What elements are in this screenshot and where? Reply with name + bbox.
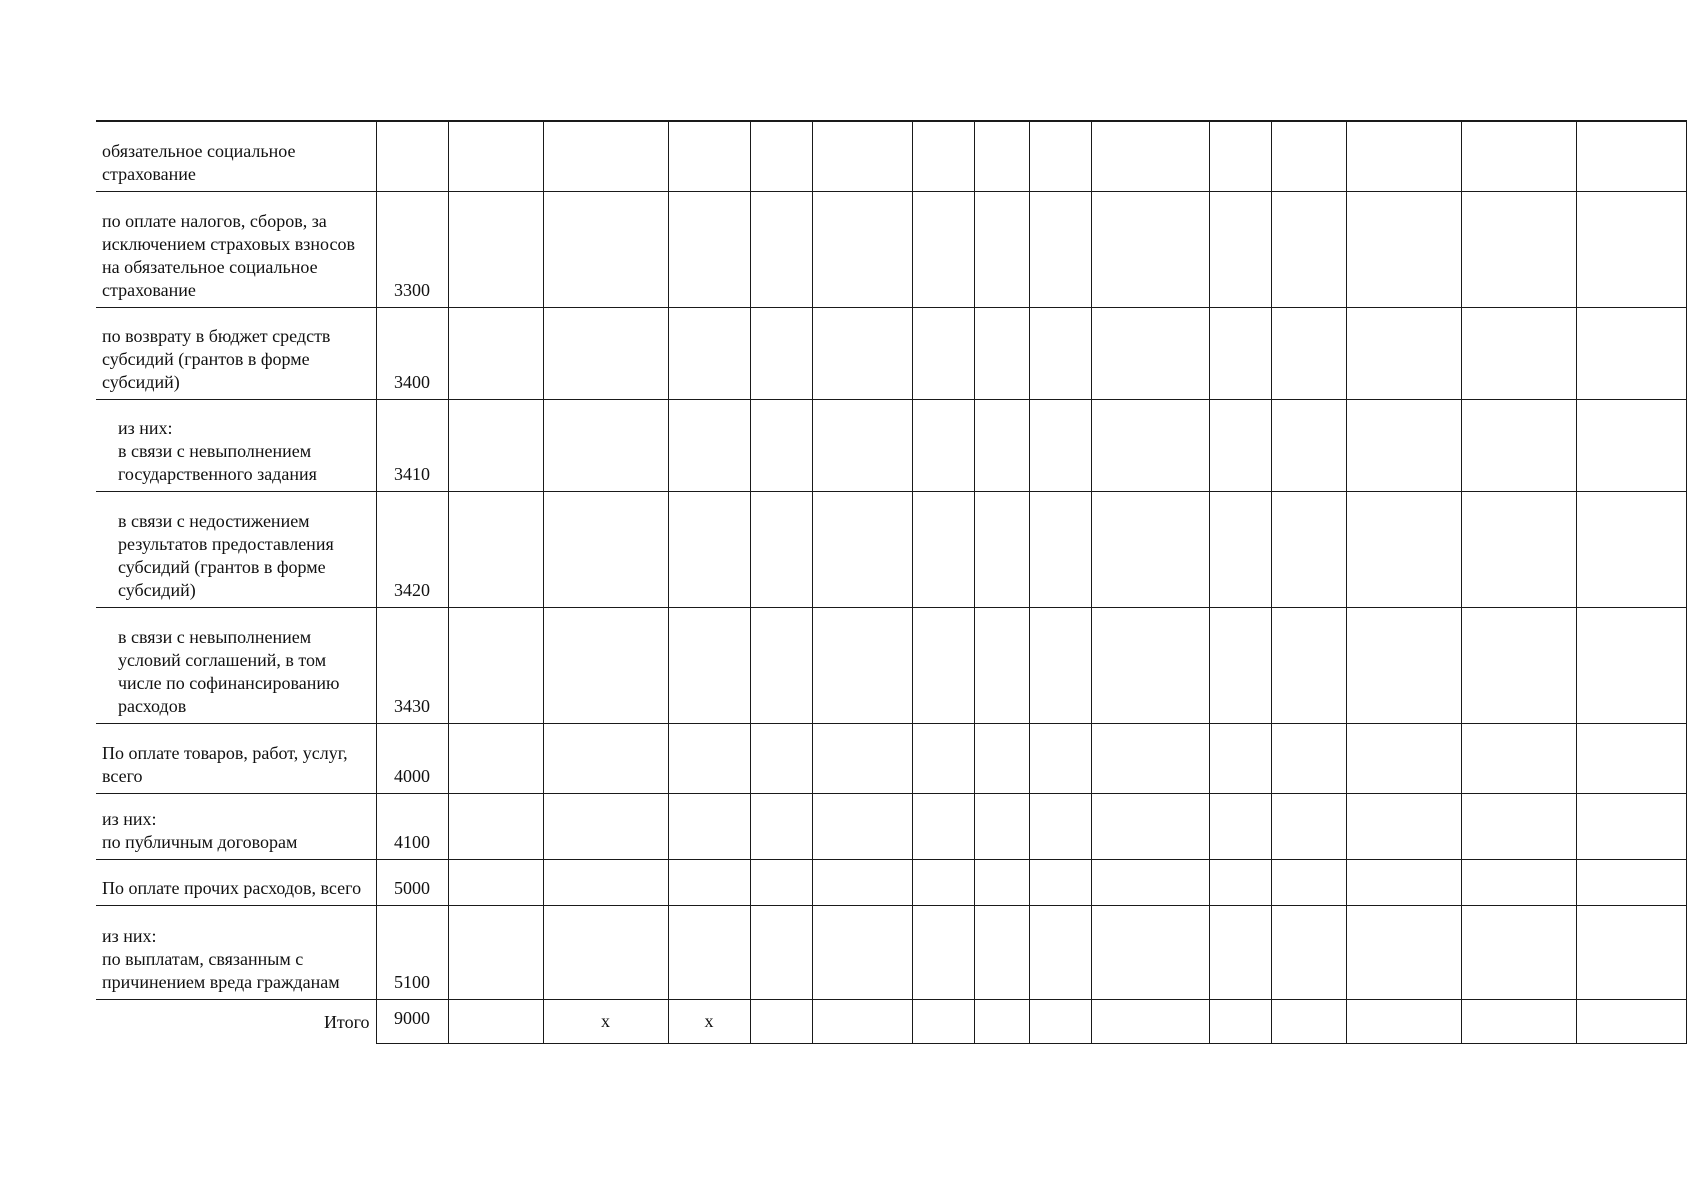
value-cell[interactable] <box>750 191 812 307</box>
value-cell[interactable] <box>750 607 812 723</box>
value-cell[interactable] <box>974 793 1029 859</box>
value-cell[interactable] <box>750 793 812 859</box>
total-value-cell[interactable] <box>1461 999 1576 1043</box>
value-cell[interactable] <box>1346 491 1461 607</box>
row-label-line: числе по софинансированию <box>118 672 340 693</box>
row-label-line: результатов предоставления <box>118 533 334 554</box>
value-cell[interactable] <box>1461 121 1576 191</box>
value-cell[interactable] <box>1461 491 1576 607</box>
value-cell[interactable] <box>448 793 543 859</box>
value-cell[interactable] <box>543 607 668 723</box>
value-cell[interactable] <box>1576 491 1686 607</box>
value-cell[interactable] <box>912 905 974 999</box>
row-label <box>96 491 376 607</box>
value-cell[interactable] <box>1029 121 1091 191</box>
total-value-cell[interactable] <box>812 999 912 1043</box>
row-label-line: расходов <box>118 695 187 716</box>
value-cell[interactable] <box>1576 121 1686 191</box>
row-label-line: по выплатам, связанным с <box>102 948 304 969</box>
value-cell[interactable] <box>1271 607 1346 723</box>
value-cell[interactable] <box>1209 191 1271 307</box>
value-cell[interactable] <box>1029 491 1091 607</box>
value-cell[interactable] <box>448 859 543 905</box>
value-cell[interactable] <box>448 723 543 793</box>
row-label-line: из них: <box>102 925 157 946</box>
value-cell[interactable] <box>1576 859 1686 905</box>
value-cell[interactable] <box>974 307 1029 399</box>
total-value-cell[interactable] <box>750 999 812 1043</box>
value-cell[interactable] <box>750 399 812 491</box>
value-cell[interactable] <box>1091 191 1209 307</box>
total-value-cell[interactable]: x <box>668 999 750 1043</box>
row-label <box>96 307 376 399</box>
value-cell[interactable] <box>543 191 668 307</box>
value-cell[interactable] <box>1029 723 1091 793</box>
row-label-line: обязательное социальное <box>102 140 296 161</box>
value-cell[interactable] <box>1576 607 1686 723</box>
value-cell[interactable] <box>1029 399 1091 491</box>
table-row <box>96 905 1686 999</box>
value-cell[interactable] <box>1461 723 1576 793</box>
row-label <box>96 191 376 307</box>
total-value-cell[interactable] <box>1346 999 1461 1043</box>
value-cell[interactable] <box>812 859 912 905</box>
row-code: 3300 <box>376 191 448 307</box>
value-cell[interactable] <box>1346 723 1461 793</box>
table-row <box>96 307 1686 399</box>
value-cell[interactable] <box>1271 723 1346 793</box>
value-cell[interactable] <box>543 859 668 905</box>
row-label-line: в связи с недостижением <box>118 510 310 531</box>
value-cell[interactable] <box>912 191 974 307</box>
row-label-line: по возврату в бюджет средств <box>102 325 331 346</box>
value-cell[interactable] <box>912 399 974 491</box>
value-cell[interactable] <box>812 723 912 793</box>
value-cell[interactable] <box>448 491 543 607</box>
value-cell[interactable] <box>668 191 750 307</box>
row-label-line: субсидий) <box>102 371 180 392</box>
row-label <box>96 793 376 859</box>
value-cell[interactable] <box>1091 905 1209 999</box>
value-cell[interactable] <box>543 399 668 491</box>
value-cell[interactable] <box>1346 307 1461 399</box>
row-label-line: субсидий) <box>118 579 196 600</box>
value-cell[interactable] <box>1209 723 1271 793</box>
total-label: Итого <box>96 999 376 1043</box>
value-cell[interactable] <box>1029 859 1091 905</box>
value-cell[interactable] <box>1461 607 1576 723</box>
value-cell[interactable] <box>1091 399 1209 491</box>
total-value-cell[interactable] <box>1091 999 1209 1043</box>
value-cell[interactable] <box>1346 607 1461 723</box>
total-code: 9000 <box>376 999 448 1043</box>
value-cell[interactable] <box>1576 191 1686 307</box>
total-row <box>96 999 1686 1043</box>
table-row <box>96 723 1686 793</box>
row-label-line: субсидий (грантов в форме <box>118 556 326 577</box>
value-cell[interactable] <box>1576 723 1686 793</box>
row-code: 5000 <box>376 859 448 905</box>
value-cell[interactable] <box>448 399 543 491</box>
value-cell[interactable] <box>1576 793 1686 859</box>
value-cell[interactable] <box>1209 905 1271 999</box>
value-cell[interactable] <box>812 191 912 307</box>
value-cell[interactable] <box>668 723 750 793</box>
value-cell[interactable] <box>543 491 668 607</box>
value-cell[interactable] <box>812 399 912 491</box>
value-cell[interactable] <box>1271 905 1346 999</box>
row-code: 5100 <box>376 905 448 999</box>
value-cell[interactable] <box>1091 859 1209 905</box>
value-cell[interactable] <box>1461 859 1576 905</box>
total-value-cell[interactable]: x <box>543 999 668 1043</box>
value-cell[interactable] <box>1209 491 1271 607</box>
value-cell[interactable] <box>1461 191 1576 307</box>
value-cell[interactable] <box>1091 723 1209 793</box>
value-cell[interactable] <box>543 307 668 399</box>
value-cell[interactable] <box>1271 191 1346 307</box>
value-cell[interactable] <box>1209 307 1271 399</box>
row-label-line: страхование <box>102 279 196 300</box>
row-label <box>96 121 376 191</box>
total-value-cell[interactable] <box>1576 999 1686 1043</box>
row-label-line: причинением вреда гражданам <box>102 971 340 992</box>
table-row <box>96 191 1686 307</box>
total-value-cell[interactable] <box>1029 999 1091 1043</box>
total-value-cell[interactable] <box>1271 999 1346 1043</box>
value-cell[interactable] <box>1029 307 1091 399</box>
row-code: 3430 <box>376 607 448 723</box>
value-cell[interactable] <box>448 121 543 191</box>
value-cell[interactable] <box>448 607 543 723</box>
value-cell[interactable] <box>1029 607 1091 723</box>
value-cell[interactable] <box>974 121 1029 191</box>
value-cell[interactable] <box>912 121 974 191</box>
row-label-line: По оплате прочих расходов, всего <box>102 877 362 898</box>
table-row <box>96 121 1686 191</box>
value-cell[interactable] <box>812 905 912 999</box>
row-code: 3400 <box>376 307 448 399</box>
value-cell[interactable] <box>1091 307 1209 399</box>
row-label <box>96 607 376 723</box>
value-cell[interactable] <box>543 905 668 999</box>
value-cell[interactable] <box>1346 121 1461 191</box>
value-cell[interactable] <box>1209 859 1271 905</box>
value-cell[interactable] <box>974 399 1029 491</box>
value-cell[interactable] <box>1271 793 1346 859</box>
value-cell[interactable] <box>448 905 543 999</box>
row-label <box>96 723 376 793</box>
value-cell[interactable] <box>1576 905 1686 999</box>
row-label <box>96 399 376 491</box>
value-cell[interactable] <box>1461 905 1576 999</box>
row-label <box>96 859 376 905</box>
value-cell[interactable] <box>1091 793 1209 859</box>
value-cell[interactable] <box>912 307 974 399</box>
value-cell[interactable] <box>912 793 974 859</box>
row-label-line: по публичным договорам <box>102 831 298 852</box>
value-cell[interactable] <box>668 905 750 999</box>
report-table <box>96 120 1687 1044</box>
value-cell[interactable] <box>812 307 912 399</box>
value-cell[interactable] <box>974 723 1029 793</box>
value-cell[interactable] <box>1461 399 1576 491</box>
table-row <box>96 607 1686 723</box>
value-cell[interactable] <box>812 121 912 191</box>
table-row <box>96 399 1686 491</box>
value-cell[interactable] <box>543 723 668 793</box>
row-label <box>96 905 376 999</box>
value-cell[interactable] <box>1271 859 1346 905</box>
value-cell[interactable] <box>1091 607 1209 723</box>
value-cell[interactable] <box>1346 859 1461 905</box>
value-cell[interactable] <box>912 859 974 905</box>
value-cell[interactable] <box>912 607 974 723</box>
value-cell[interactable] <box>1346 905 1461 999</box>
value-cell[interactable] <box>1209 121 1271 191</box>
table-row <box>96 859 1686 905</box>
value-cell[interactable] <box>974 491 1029 607</box>
value-cell[interactable] <box>1029 793 1091 859</box>
value-cell[interactable] <box>1091 121 1209 191</box>
value-cell[interactable] <box>912 491 974 607</box>
row-label-line: субсидий (грантов в форме <box>102 348 310 369</box>
row-label-line: по оплате налогов, сборов, за <box>102 210 327 231</box>
row-code: 4000 <box>376 723 448 793</box>
value-cell[interactable] <box>1271 307 1346 399</box>
value-cell[interactable] <box>1576 307 1686 399</box>
row-code: 3410 <box>376 399 448 491</box>
row-label-line: исключением страховых взносов <box>102 233 355 254</box>
total-value-cell[interactable] <box>974 999 1029 1043</box>
value-cell[interactable] <box>974 859 1029 905</box>
value-cell[interactable] <box>1029 191 1091 307</box>
value-cell[interactable] <box>1576 399 1686 491</box>
value-cell[interactable] <box>668 607 750 723</box>
row-label-line: из них: <box>102 808 157 829</box>
value-cell[interactable] <box>448 307 543 399</box>
value-cell[interactable] <box>750 905 812 999</box>
value-cell[interactable] <box>750 723 812 793</box>
table-row <box>96 491 1686 607</box>
value-cell[interactable] <box>1346 191 1461 307</box>
row-label-line: государственного задания <box>118 463 317 484</box>
value-cell[interactable] <box>974 607 1029 723</box>
total-value-cell[interactable] <box>1209 999 1271 1043</box>
row-code <box>376 121 448 191</box>
row-label-line: условий соглашений, в том <box>118 649 327 670</box>
value-cell[interactable] <box>668 491 750 607</box>
value-cell[interactable] <box>1271 399 1346 491</box>
row-label-line: По оплате товаров, работ, услуг, <box>102 742 348 763</box>
value-cell[interactable] <box>1091 491 1209 607</box>
value-cell[interactable] <box>1209 607 1271 723</box>
row-label-line: в связи с невыполнением <box>118 626 312 647</box>
row-code: 4100 <box>376 793 448 859</box>
value-cell[interactable] <box>974 191 1029 307</box>
value-cell[interactable] <box>1209 793 1271 859</box>
value-cell[interactable] <box>1461 307 1576 399</box>
value-cell[interactable] <box>668 121 750 191</box>
value-cell[interactable] <box>448 191 543 307</box>
row-code: 3420 <box>376 491 448 607</box>
value-cell[interactable] <box>750 121 812 191</box>
row-label-line: из них: <box>118 417 173 438</box>
value-cell[interactable] <box>750 859 812 905</box>
value-cell[interactable] <box>750 491 812 607</box>
value-cell[interactable] <box>1029 905 1091 999</box>
value-cell[interactable] <box>543 121 668 191</box>
value-cell[interactable] <box>668 793 750 859</box>
value-cell[interactable] <box>1271 491 1346 607</box>
row-label-line: на обязательное социальное <box>102 256 318 277</box>
value-cell[interactable] <box>750 307 812 399</box>
value-cell[interactable] <box>1461 793 1576 859</box>
total-value-cell[interactable] <box>912 999 974 1043</box>
value-cell[interactable] <box>812 793 912 859</box>
total-value-cell[interactable] <box>448 999 543 1043</box>
value-cell[interactable] <box>1271 121 1346 191</box>
table-row <box>96 793 1686 859</box>
value-cell[interactable] <box>1209 399 1271 491</box>
value-cell[interactable] <box>1346 399 1461 491</box>
value-cell[interactable] <box>812 491 912 607</box>
row-label-line: в связи с невыполнением <box>118 440 312 461</box>
value-cell[interactable] <box>668 307 750 399</box>
value-cell[interactable] <box>974 905 1029 999</box>
value-cell[interactable] <box>912 723 974 793</box>
value-cell[interactable] <box>668 399 750 491</box>
value-cell[interactable] <box>1346 793 1461 859</box>
row-label-line: всего <box>102 765 143 786</box>
row-label-line: страхование <box>102 163 196 184</box>
value-cell[interactable] <box>543 793 668 859</box>
value-cell[interactable] <box>812 607 912 723</box>
value-cell[interactable] <box>668 859 750 905</box>
